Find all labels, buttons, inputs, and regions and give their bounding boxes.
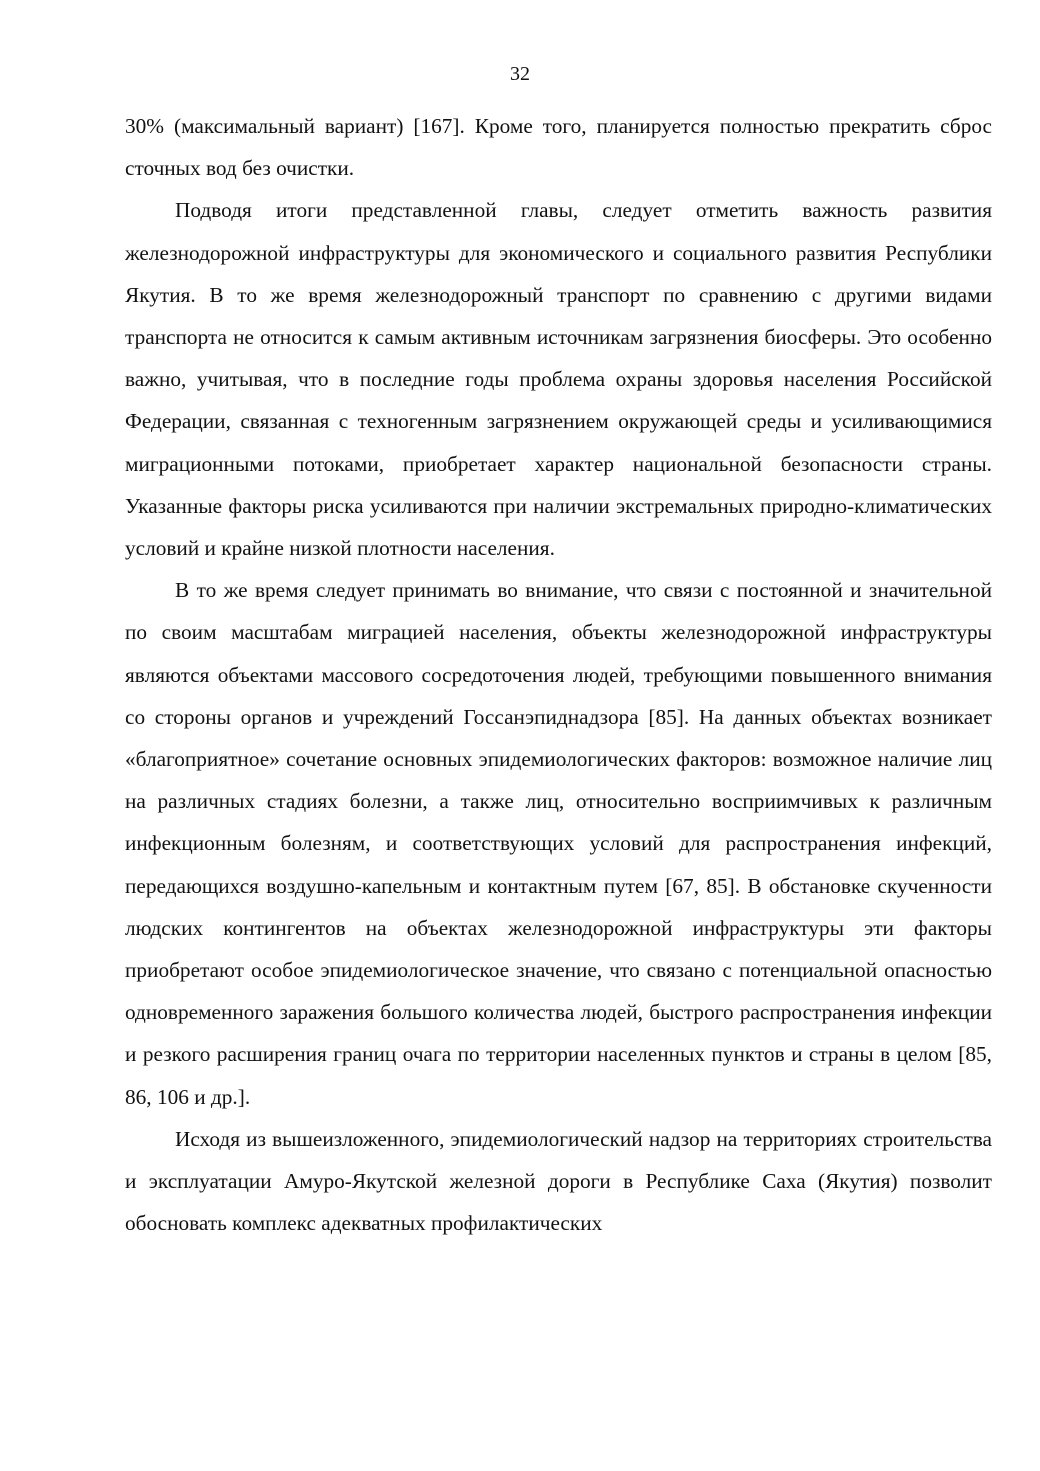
document-body	[125, 105, 992, 1244]
paragraph-epidemiological-factors: В то же время следует принимать во внимание, что связи с постоянной и значительной по своим масштабам миграцией населения, объекты железнодорожной инфраструктуры являются объектами массового сосредоточения людей, требующими повышенного внимания со стороны органов и учреждений Госсанэпиднадзора [85]. На данных объектах возникает «благоприятное» сочетание основных эпидемиологических факторов: возможное наличие лиц на различных стадиях болезни, а также лиц, относительно восприимчивых к различным инфекционным болезням, и соответствующих условий для распространения инфекций, передающихся воздушно-капельным и контактным путем [67, 85]. В обстановке скученности людских контингентов на объектах железнодорожной инфраструктуры эти факторы приобретают особое эпидемиологическое значение, что связано с потенциальной опасностью одновременного заражения большого количества людей, быстрого распространения инфекции и резкого расширения границ очага по территории населенных пунктов и страны в целом [85, 86, 106 и др.].	[125, 578, 992, 1109]
page-number: 32	[510, 63, 530, 85]
paragraph-conclusion: Исходя из вышеизложенного, эпидемиологический надзор на территориях строительства и эксплуатации Амуро-Якутской железной дороги в Республике Саха (Якутия) позволит обосновать комплекс адекватных профилактических	[125, 1126, 992, 1236]
paragraph-continuation: 30% (максимальный вариант) [167]. Кроме того, планируется полностью прекратить сброс сточных вод без очистки.	[125, 114, 992, 181]
paragraph-chapter-summary: Подводя итоги представленной главы, следует отметить важность развития железнодорожной инфраструктуры для экономического и социального развития Республики Якутия. В то же время железнодорожный транспорт по сравнению с другими видами транспорта не относится к самым активным источникам загрязнения биосферы. Это особенно важно, учитывая, что в последние годы проблема охраны здоровья населения Российской Федерации, связанная с техногенным загрязнением окружающей среды и усиливающимися миграционными потоками, приобретает характер национальной безопасности страны. Указанные факторы риска усиливаются при наличии экстремальных природно-климатических условий и крайне низкой плотности населения.	[125, 198, 992, 561]
